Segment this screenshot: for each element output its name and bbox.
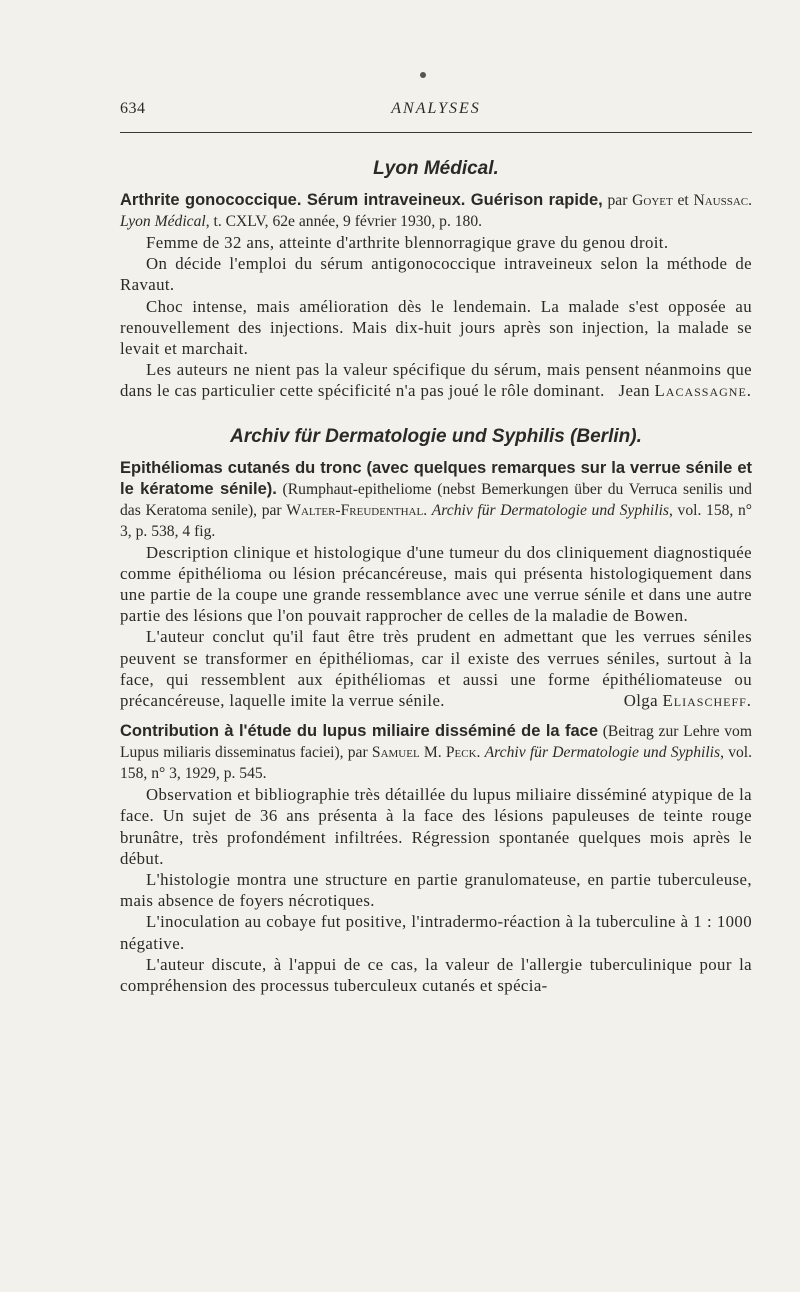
paragraph: Femme de 32 ans, atteinte d'arthrite blennorragique grave du genou droit. (146, 233, 669, 252)
signature-first-name: Olga (623, 691, 663, 711)
reference-details: , vol. 158, n° 3, p. 538, 4 fig. (120, 501, 752, 540)
paragraph: Description clinique et histologique d'une tumeur du dos cliniquement diagnostiquée comme épithélioma ou lésion précancéreuse, mais qui présenta histologiquement dans une partie de la coupe une grande ressemblance avec une verrue sénile et dans une autre partie des lésions que l'on pouvait rapprocher de celles de la maladie de Bowen. (120, 542, 752, 626)
journal-reference: Archiv für Dermatologie und Syphilis (484, 744, 721, 762)
article-subtitle: (Rumphaut-epitheliome (nebst Bemerkungen über du Verruca senilis und das Keratoma senile), par (120, 480, 752, 519)
and-text: et (672, 192, 694, 209)
author-name: Walter-Freudenthal (286, 501, 424, 519)
article-title: Contribution à l'étude du lupus miliaire disséminé de la face (120, 722, 599, 741)
article-heading (120, 190, 752, 232)
paragraph: L'inoculation au cobaye fut positive, l'intradermo-réaction à la tuberculine à 1 : 1000 négative. (120, 912, 752, 953)
article-heading (120, 458, 752, 542)
article-arthrite (120, 190, 752, 402)
article-lupus (120, 721, 752, 996)
author-name: Naussac (693, 192, 749, 209)
page-number: 634 (120, 100, 146, 117)
journal-reference: Archiv für Dermatologie und Syphilis (431, 501, 669, 519)
paragraph: Choc intense, mais amélioration dès le lendemain. La malade s'est opposée au renouvellement des injections. Mais dix-huit jours après son injection, la malade se levait et marchait. (120, 296, 752, 359)
running-head (120, 100, 752, 122)
paragraph-with-signature (120, 359, 752, 401)
section-title: ANALYSES (391, 100, 481, 117)
separator: . (476, 744, 485, 762)
by-text: par (602, 192, 633, 209)
header-rule (120, 132, 752, 133)
paragraph-text: Les auteurs ne nient pas la valeur spécifique du sérum, mais pensent néanmoins que dans le cas particulier cette spécificité n'a pas joué le rôle dominant. (120, 360, 752, 401)
paragraph-with-signature (120, 626, 752, 711)
article-epitheliomas (120, 458, 752, 712)
journal-heading-lyon: Lyon Médical. (373, 158, 499, 179)
author-name: Samuel M. Peck (371, 744, 477, 762)
journal-reference: Lyon Médical (120, 213, 206, 230)
article-heading (120, 721, 752, 784)
separator: . (423, 501, 432, 519)
reviewer-signature (624, 690, 752, 711)
reference-details: , t. CXLV, 62e année, 9 février 1930, p. 180. (205, 213, 483, 230)
separator: . (748, 192, 753, 209)
signature-last-name: Lacassagne. (654, 381, 752, 401)
journal-heading-archiv: Archiv für Dermatologie und Syphilis (Berlin). (230, 425, 642, 447)
signature-last-name: Eliascheff. (662, 691, 752, 711)
author-name: Goyet (632, 192, 673, 209)
reference-details: , vol. 158, n° 3, 1929, p. 545. (120, 744, 753, 783)
paragraph-text: L'auteur conclut qu'il faut être très prudent en admettant que les verrues séniles peuvent se transformer en épithéliomas, car il existe des verrues séniles, surtout à la face, qui ressemblent aux épithéliomas et aussi une forme épithéliomateuse ou précancéreuse, laquelle imite la verrue sénile. (120, 627, 752, 711)
article-title: Arthrite gonococcique. Sérum intraveineux. Guérison rapide, (120, 191, 603, 209)
page-content (120, 158, 752, 996)
paragraph: Observation et bibliographie très détaillée du lupus miliaire disséminé atypique de la face. Un sujet de 36 ans présenta à la face des lésions papuleuses de teinte rouge brunâtre, très profondément infiltrées. Régression spontanée quelques mois après le début. (120, 785, 752, 868)
paragraph: On décide l'emploi du sérum antigonococcique intraveineux selon la méthode de Ravaut. (120, 254, 752, 295)
reviewer-signature (619, 380, 752, 401)
article-title: Epithéliomas cutanés du tronc (avec quelques remarques sur la verrue sénile et le kératome sénile). (120, 458, 752, 498)
ink-speck (420, 72, 426, 78)
signature-first-name: Jean (618, 381, 655, 401)
paragraph: L'histologie montra une structure en partie granulomateuse, en partie tuberculeuse, mais absence de foyers nécrotiques. (120, 870, 752, 911)
paragraph: L'auteur discute, à l'appui de ce cas, la valeur de l'allergie tuberculinique pour la compréhension des processus tuberculeux cutanés et spécia- (120, 954, 752, 996)
article-subtitle: (Beitrag zur Lehre vom Lupus miliaris disseminatus faciei), par (120, 723, 752, 762)
